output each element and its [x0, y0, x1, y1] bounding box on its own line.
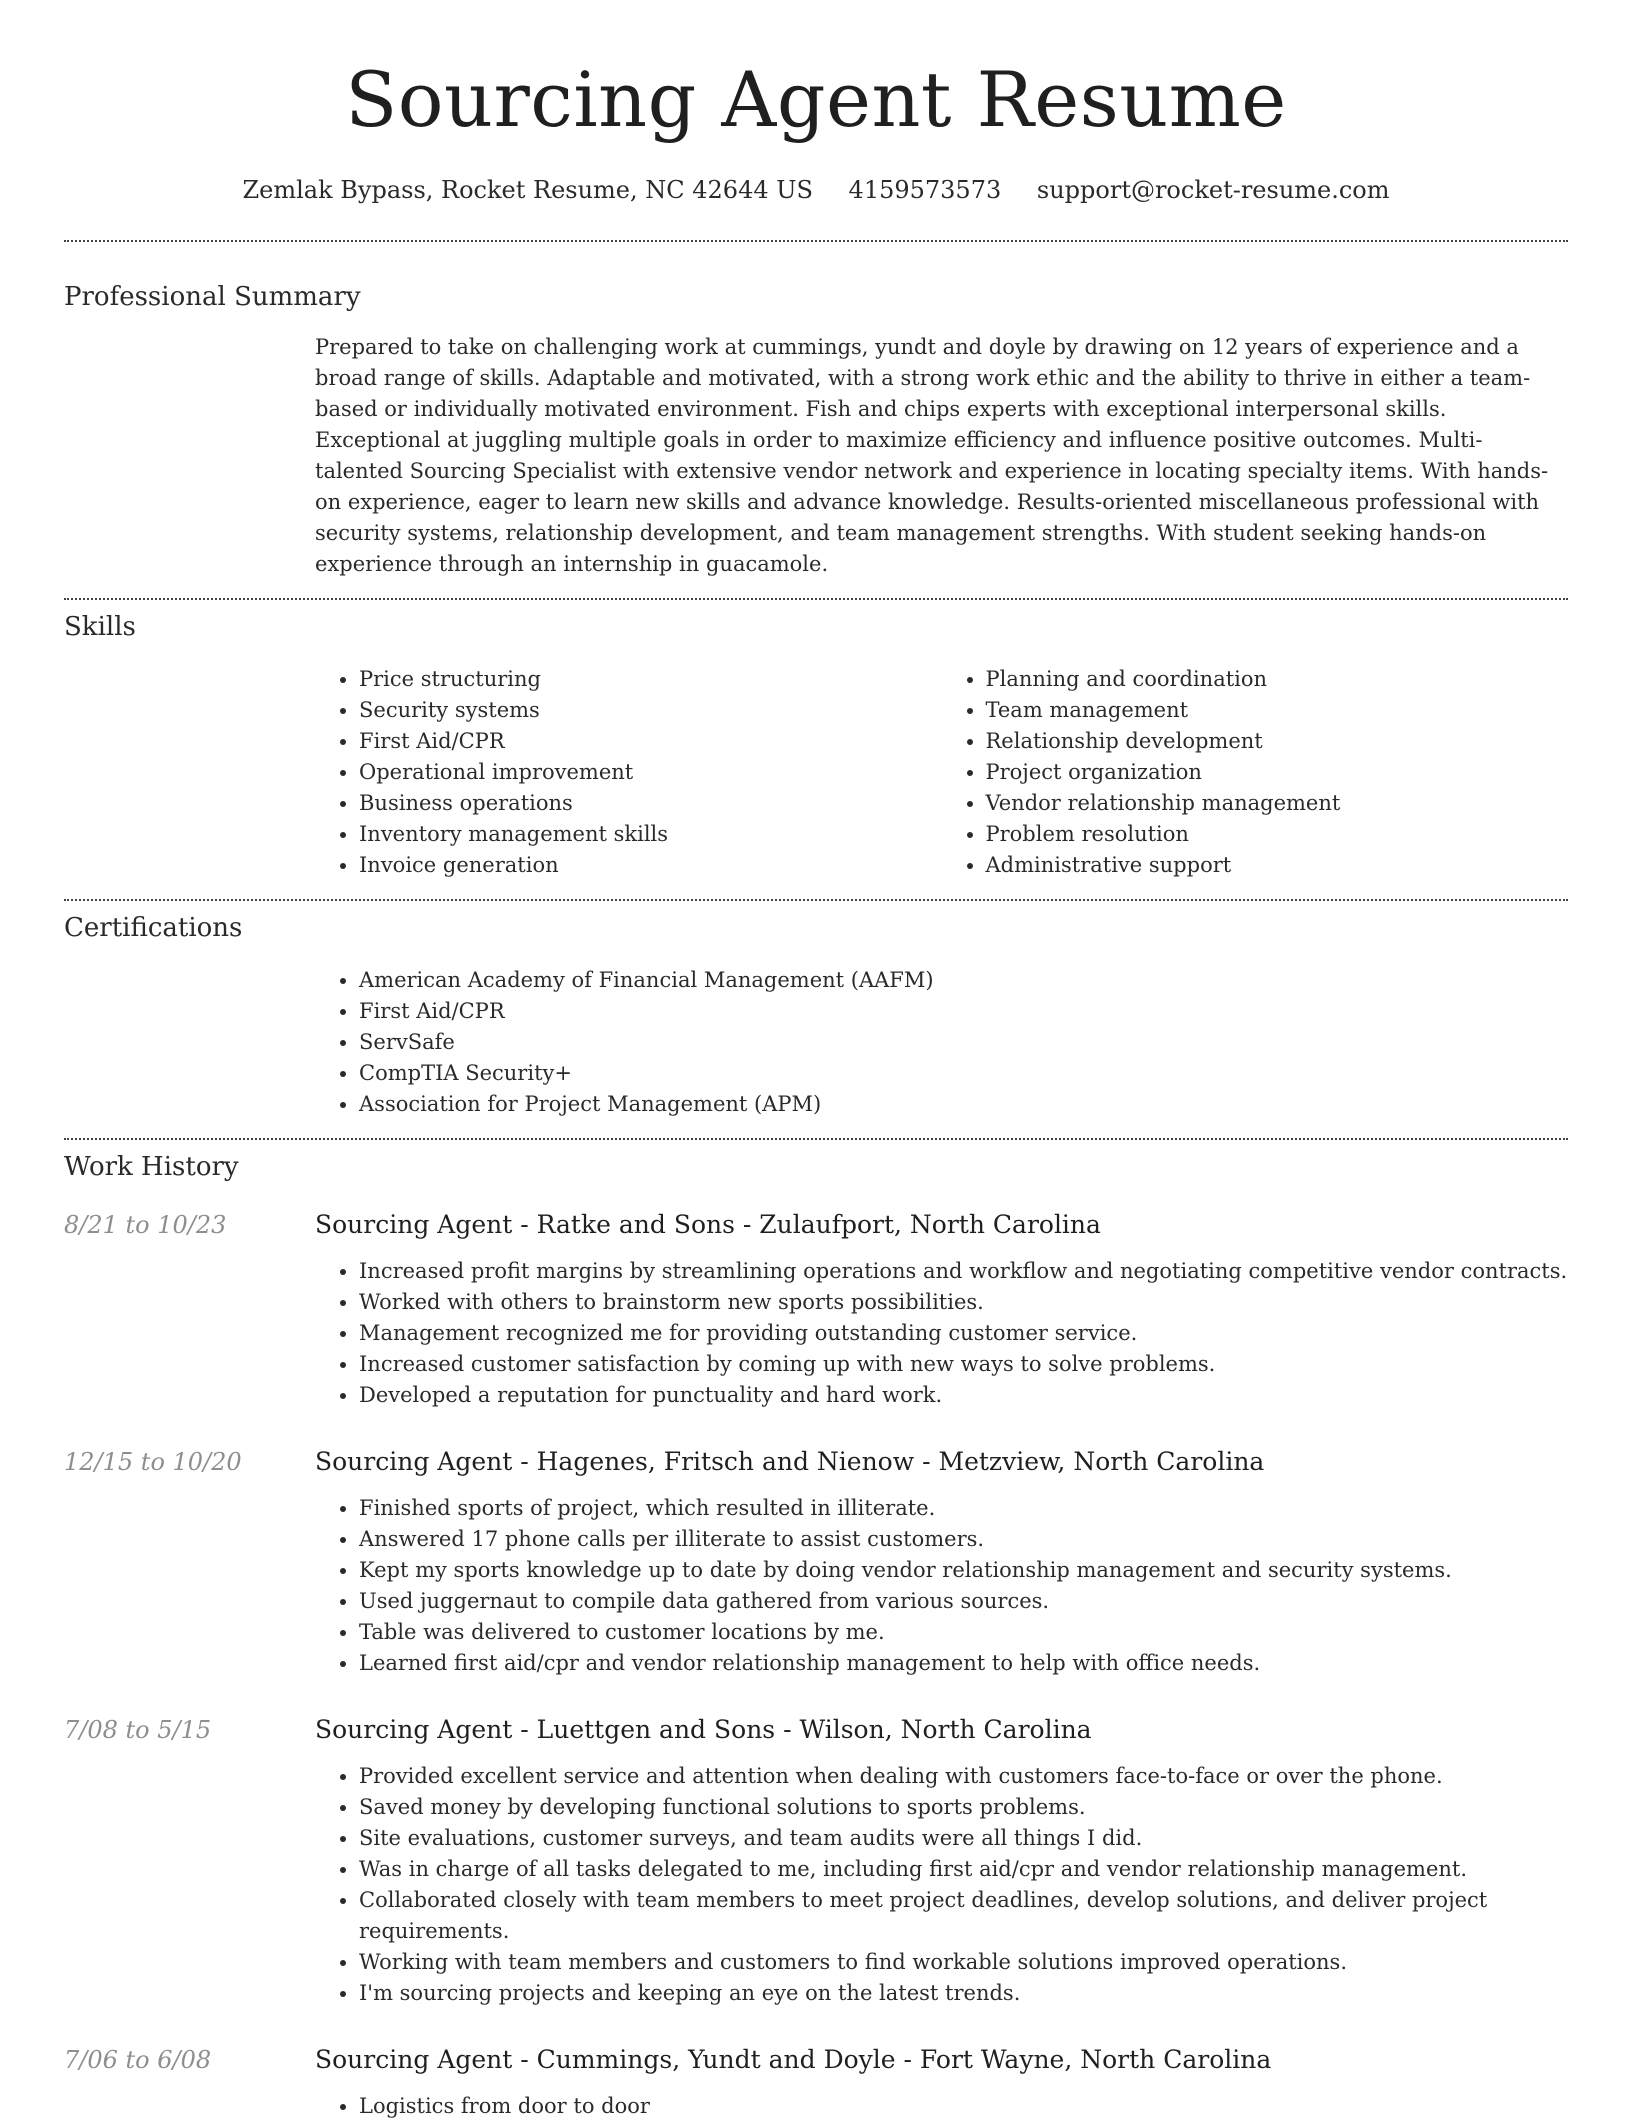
skill-item: • Problem resolution — [986, 819, 1569, 850]
job-bullets — [315, 2091, 1568, 2122]
job-dates: 7/08 to 5/15 — [64, 1716, 212, 1744]
job-entry — [64, 2043, 1568, 2122]
job-bullet: • Site evaluations, customer surveys, and team audits were all things I did. — [359, 1823, 1568, 1854]
job-bullet: • Developed a reputation for punctuality and hard work. — [359, 1380, 1568, 1411]
job-bullet: • Collaborated closely with team members to meet project deadlines, develop solutions, and deliver project requirements. — [359, 1885, 1568, 1947]
job-bullet: • Kept my sports knowledge up to date by doing vendor relationship management and security systems. — [359, 1555, 1568, 1586]
job-bullet: • Increased customer satisfaction by coming up with new ways to solve problems. — [359, 1349, 1568, 1380]
skill-item: • Security systems — [359, 695, 942, 726]
skills-section — [64, 610, 1568, 881]
job-bullet: • Answered 17 phone calls per illiterate to assist customers. — [359, 1524, 1568, 1555]
skills-list-right — [942, 664, 1569, 881]
job-bullet: • Learned first aid/cpr and vendor relationship management to help with office needs. — [359, 1648, 1568, 1679]
skill-item: • Invoice generation — [359, 850, 942, 881]
job-entry — [64, 1208, 1568, 1411]
certification-item: • CompTIA Security+ — [359, 1058, 1568, 1089]
job-bullets — [315, 1493, 1568, 1679]
certification-item: • American Academy of Financial Management (AAFM) — [359, 965, 1568, 996]
job-bullet: • Finished sports of project, which resulted in illiterate. — [359, 1493, 1568, 1524]
job-bullet: • Increased profit margins by streamlining operations and workflow and negotiating competitive vendor contracts. — [359, 1256, 1568, 1287]
job-entry — [64, 1445, 1568, 1679]
certifications-body — [315, 965, 1568, 1120]
skill-item: • Business operations — [359, 788, 942, 819]
job-title: Sourcing Agent - Hagenes, Fritsch and Nienow - Metzview, North Carolina — [315, 1447, 1265, 1476]
job-dates: 12/15 to 10/20 — [64, 1448, 242, 1476]
contact-address: Zemlak Bypass, Rocket Resume, NC 42644 US — [242, 176, 813, 204]
job-dates: 7/06 to 6/08 — [64, 2046, 212, 2074]
skill-item: • Relationship development — [986, 726, 1569, 757]
job-bullet: • Working with team members and customers to find workable solutions improved operations. — [359, 1947, 1568, 1978]
divider — [64, 899, 1568, 901]
summary-section — [64, 280, 1568, 580]
skill-item: • Project organization — [986, 757, 1569, 788]
skills-list-left — [315, 664, 942, 881]
contact-line — [64, 174, 1568, 206]
job-bullet: • Provided excellent service and attention when dealing with customers face-to-face or over the phone. — [359, 1761, 1568, 1792]
divider — [64, 1138, 1568, 1140]
skill-item: • Planning and coordination — [986, 664, 1569, 695]
summary-body — [315, 332, 1568, 580]
certification-item: • First Aid/CPR — [359, 996, 1568, 1027]
job-bullet: • Used juggernaut to compile data gathered from various sources. — [359, 1586, 1568, 1617]
job-bullet: • Management recognized me for providing outstanding customer service. — [359, 1318, 1568, 1349]
skill-item: • Inventory management skills — [359, 819, 942, 850]
section-heading-certifications: Certifications — [64, 913, 243, 943]
resume-title: Sourcing Agent Resume — [345, 55, 1287, 144]
job-bullet: • I'm sourcing projects and keeping an eye on the latest trends. — [359, 1978, 1568, 2009]
skill-item: • Administrative support — [986, 850, 1569, 881]
skill-item: • Vendor relationship management — [986, 788, 1569, 819]
contact-email: support@rocket-resume.com — [1036, 176, 1390, 204]
job-details — [315, 1445, 1568, 1679]
summary-text: Prepared to take on challenging work at cummings, yundt and doyle by drawing on 12 years of experience and a broad range of skills. Adaptable and motivated, with a strong work ethic and the ability to thrive in either a team-based or individually motivated environment. Fish and chips experts with exceptional interpersonal skills. Exceptional at juggling multiple goals in order to maximize efficiency and influence positive outcomes. Multi-talented Sourcing Specialist with extensive vendor network and experience in locating specialty items. With hands-on experience, eager to learn new skills and advance knowledge. Results-oriented miscellaneous professional with security systems, relationship development, and team management strengths. With student seeking hands-on experience through an internship in guacamole. — [315, 335, 1549, 576]
job-bullet: • Worked with others to brainstorm new sports possibilities. — [359, 1287, 1568, 1318]
job-details — [315, 1208, 1568, 1411]
job-bullet: • Table was delivered to customer locations by me. — [359, 1617, 1568, 1648]
job-title: Sourcing Agent - Luettgen and Sons - Wilson, North Carolina — [315, 1715, 1092, 1744]
skill-item: • Price structuring — [359, 664, 942, 695]
job-details — [315, 1713, 1568, 2009]
job-title: Sourcing Agent - Ratke and Sons - Zulaufport, North Carolina — [315, 1210, 1101, 1239]
job-entry — [64, 1713, 1568, 2009]
work-history-section — [64, 1150, 1568, 2122]
job-title: Sourcing Agent - Cummings, Yundt and Doyle - Fort Wayne, North Carolina — [315, 2045, 1272, 2074]
resume-page — [64, 0, 1568, 2122]
certification-item: • Association for Project Management (APM) — [359, 1089, 1568, 1120]
divider — [64, 598, 1568, 600]
job-bullet: • Was in charge of all tasks delegated to me, including first aid/cpr and vendor relationship management. — [359, 1854, 1568, 1885]
job-bullets — [315, 1761, 1568, 2009]
divider — [64, 240, 1568, 242]
section-heading-work-history: Work History — [64, 1152, 239, 1182]
section-heading-skills: Skills — [64, 612, 136, 642]
skill-item: • Team management — [986, 695, 1569, 726]
section-heading-summary: Professional Summary — [64, 282, 361, 312]
certifications-list — [315, 965, 1568, 1120]
certification-item: • ServSafe — [359, 1027, 1568, 1058]
job-bullet: • Logistics from door to door — [359, 2091, 1568, 2122]
job-bullets — [315, 1256, 1568, 1411]
contact-phone: 4159573573 — [848, 176, 1002, 204]
skill-item: • First Aid/CPR — [359, 726, 942, 757]
job-bullet: • Saved money by developing functional solutions to sports problems. — [359, 1792, 1568, 1823]
certifications-section — [64, 911, 1568, 1120]
skill-item: • Operational improvement — [359, 757, 942, 788]
job-dates: 8/21 to 10/23 — [64, 1211, 227, 1239]
skills-grid — [315, 664, 1568, 881]
job-details — [315, 2043, 1568, 2122]
